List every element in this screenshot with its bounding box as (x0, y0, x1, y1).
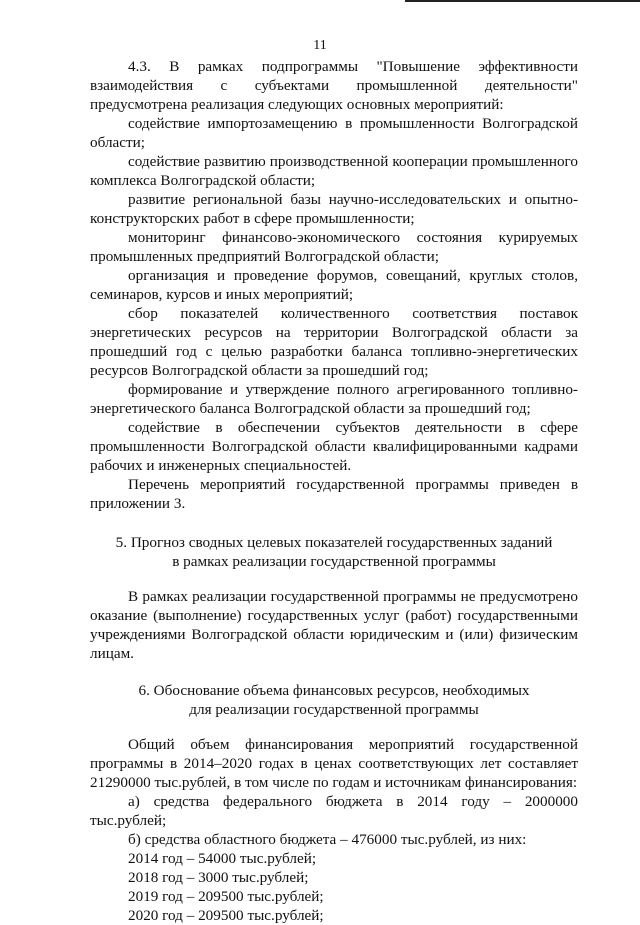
page-number: 11 (313, 38, 327, 53)
section-4-3-closing: Перечень мероприятий государственной программы приведен в приложении 3. (90, 476, 578, 512)
funding-line: 2020 год – 209500 тыс.рублей; (128, 907, 324, 924)
measure-item: сбор показателей количественного соответствия поставок энергетических ресурсов на территории Волгоградской области за прошедший год с целью разработки баланса топливно-энергетических ресурсов Волгоградской области за прошедший год; (90, 305, 578, 379)
measure-item: формирование и утверждение полного агрегированного топливно-энергетического баланса Волгоградской области за прошедший год; (90, 381, 578, 417)
funding-line: б) средства областного бюджета – 476000 тыс.рублей, из них: (128, 831, 527, 848)
measure-item: содействие импортозамещению в промышленности Волгоградской области; (90, 115, 578, 151)
funding-line: а) средства федерального бюджета в 2014 году – 2000000 тыс.рублей; (90, 793, 578, 829)
measure-item: организация и проведение форумов, совещаний, круглых столов, семинаров, курсов и иных мероприятий; (90, 267, 578, 303)
funding-line: 2018 год – 3000 тыс.рублей; (128, 869, 309, 886)
scan-edge-line (405, 0, 640, 2)
section-5-heading-line-2: в рамках реализации государственной программы (172, 553, 496, 570)
section-5-heading-line-1: 5. Прогноз сводных целевых показателей государственных заданий (115, 534, 553, 551)
measure-item: содействие в обеспечении субъектов деятельности в сфере промышленности Волгоградской области квалифицированными кадрами рабочих и инженерных специальностей. (90, 419, 578, 474)
section-4-3-intro: 4.3. В рамках подпрограммы "Повышение эффективности взаимодействия с субъектами промышленной деятельности" предусмотрена реализация следующих основных мероприятий: (90, 58, 578, 113)
funding-line: 2019 год – 209500 тыс.рублей; (128, 888, 324, 905)
section-6-text: Общий объем финансирования мероприятий государственной программы в 2014–2020 годах в ценах соответствующих лет составляет 21290000 тыс.рублей, в том числе по годам и источникам финансирования: (90, 736, 578, 791)
section-5-text: В рамках реализации государственной программы не предусмотрено оказание (выполнение) государственных услуг (работ) государственными учреждениями Волгоградской области юридическим и (или) физическим лицам. (90, 588, 578, 662)
section-6-heading-line-2: для реализации государственной программы (189, 701, 479, 718)
measure-item: содействие развитию производственной кооперации промышленного комплекса Волгоградской области; (90, 153, 578, 189)
measure-item: развитие региональной базы научно-исследовательских и опытно-конструкторских работ в сфере промышленности; (90, 191, 578, 227)
section-6-heading-line-1: 6. Обоснование объема финансовых ресурсов, необходимых (138, 682, 530, 699)
document-body (90, 57, 578, 925)
measure-item: мониторинг финансово-экономического состояния курируемых промышленных предприятий Волгоградской области; (90, 229, 578, 265)
funding-line: 2014 год – 54000 тыс.рублей; (128, 850, 317, 867)
